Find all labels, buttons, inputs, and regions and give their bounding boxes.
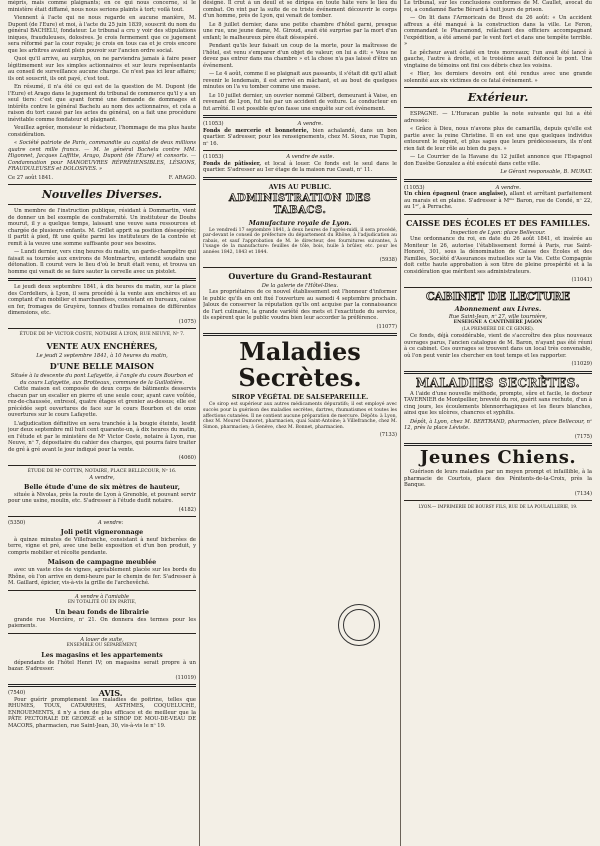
- ad-kind: A vendre de suite.: [286, 154, 335, 160]
- letter-signoff: [8, 175, 196, 182]
- ad-ref: (11053): [203, 154, 224, 160]
- exterior-paragraph: ESPAGNE. — L'Huracan publie la note suivante qui lui a été adressée:: [404, 111, 592, 124]
- article-paragraph: mépris, mais comme plaignants; en ce qui nous concerne, si le ministère était diffamé, nous nous serions plaints à tort; voilà tout.: [8, 0, 196, 13]
- restaurant-subtitle: De la galerie de l'Hôtel-Dieu.: [261, 282, 339, 289]
- ad-headline: Joli petit vigneronnage: [60, 527, 144, 536]
- column-divider: [400, 0, 401, 846]
- separator: [8, 684, 196, 687]
- ad-header: [8, 520, 196, 527]
- ad-ref: (7133): [379, 432, 397, 439]
- separator: [203, 115, 397, 118]
- separator: [8, 633, 196, 634]
- caisse-subtitle: Inspection de Lyon: place Bellecour.: [450, 229, 546, 236]
- ad-ref: (11041): [571, 277, 592, 283]
- ad-kind: A vendre,: [89, 475, 115, 481]
- manufacture-title: Manufacture royale de Lyon.: [248, 218, 352, 227]
- separator: [8, 204, 196, 205]
- admin-title: ADMINISTRATION DES TABACS.: [228, 192, 372, 216]
- chiens-title: Jeunes Chiens.: [419, 447, 577, 468]
- article-paragraph: Le pêcheur avait éclaté en trois morceaux; l'un avait été lancé à gauche, l'autre à droite, et le troisième avait défoncé le pont. Une vingtaine de témoins ont fini ces débris chez les voisins.: [404, 49, 592, 69]
- separator: [404, 87, 592, 88]
- column-left: [8, 0, 196, 731]
- news-paragraph: Un membre de l'instruction publique, résidant à Dommartin, vient de donner un bel exemple de confraternité. Un instituteur de Doubs mourut, il y a quelque temps, laissant une veuve sans ressources et chargée de plusieurs enfants. M. Grillet apprit sa position désespérée; il partit à pied, fit une quête parmi les instituteurs de la contrée et remit à la veuve une somme suffisante pour ses besoins.: [8, 208, 196, 247]
- article-paragraph: Le 10 juillet dernier, un ouvrier nommé Gilbert, demeurant à Vaise, en revenant de Lyon, fut tué par un accident de voiture. Le conducteur en fut arrêté. Il est possible qu'on fasse une enquête sur cet événement.: [203, 92, 397, 112]
- article-paragraph: Veuillez agréer, monsieur le rédacteur, l'hommage de ma plus haute considération.: [8, 125, 196, 138]
- ad-ref: (11077): [376, 323, 397, 330]
- separator: [404, 287, 592, 288]
- ad-headline: Fonds de mercerie et bonneterie,: [203, 127, 309, 134]
- separator: [404, 214, 592, 215]
- separator: [203, 150, 397, 151]
- news-heading: Nouvelles Diverses.: [41, 188, 163, 201]
- article-paragraph: En résumé, il n'a été ce qui est de la question de M. Dupont (de l'Eure) et Arago dans le jugement du tribunal de commerce qu'il y a un seul tiers: c'est que ayant formé une demande de dommages et intérêts contre le général Bachelu au nom des actionnaires, et cela a raison du tort causé par les actes du général, on a fait une procédure inévitable comme fondateur et plaignant.: [8, 84, 196, 123]
- article-paragraph: désigné. Il crut à un deuil et se dirigea en toute hâte vers le lieu du combat. On vint par la suite de ce triste événement découvrir le corps d'un homme, près de Lyon, qui venait de tomber.: [203, 0, 397, 19]
- ad-body: dépendants de l'hôtel Henri IV; on magasins serait propre à un bazar. S'adresser.: [8, 659, 196, 672]
- article-paragraph: Le tribunal, sur les conclusions conformes de M. Caullet, avocat du roi, a condamné Barbe Bérard à huit jours de prison.: [404, 0, 592, 13]
- office-line: ÉTUDE DE Mᵉ VICTOR COSTE, NOTAIRE À LYON, RUE NEUVE, Nᵒ 7.: [19, 332, 185, 337]
- maladies-depot: Dépôt, à Lyon, chez M. BERTRAND, pharmacien, place Bellecour, nᵒ 12, près la place Léviste.: [404, 418, 592, 431]
- separator: [8, 465, 196, 466]
- ad-ref: (11053): [404, 184, 425, 191]
- cabinet-subtitle: Abonnement aux Livres.: [454, 304, 542, 313]
- cabinet-title: CABINET DE LECTURE: [425, 289, 571, 303]
- subscription-title: « Société patriote de Paris, commandite au capital de deux millions quatre cent mille francs. — M. le général Bachelu contre MM. Higonnet, Jacques Laffitte, Arago, Dupont (de l'Eure) et consorts. — Condamnation pour MANOEUVRES RÉPRÉHENSIBLES, LÉSIONS, FRAUDULEUSES et DOLOSIVES. »: [8, 140, 196, 172]
- ad-ref: (7134): [574, 490, 592, 497]
- ad-body: grande rue Mercière, nᵒ 21. On donnera des termes pour les paiements.: [8, 616, 196, 629]
- ad-headline: Un beau fonds de librairie: [55, 607, 149, 616]
- ad-ref: (11053): [203, 121, 224, 127]
- ad-ref: (5938): [379, 257, 397, 264]
- ad-headline: Maison de campagne meublée: [47, 558, 157, 566]
- ad-ref: (11029): [571, 361, 592, 367]
- article-paragraph: — On lit dans l'Armoricain de Brest du 26 août: « Un accident affreux a été manqué à la construction dans la ville. Le Feron, commandant le Pharamond, relâchant des officiers accompagnant l'expédition, a été amené par le vent fort et dans une tempête terrible. »: [404, 15, 592, 47]
- news-paragraph: — Lundi dernier, vers cinq heures du matin, un garde-champêtre qui faisait sa tournée aux environs de Montmartre, entendit soudain une détonation. Il courut vers le lieu d'où le bruit était venu, et trouva un homme qui venait de se faire sauter la cervelle avec un pistolet.: [8, 249, 196, 275]
- separator: [8, 278, 196, 281]
- ad-ref: (7540): [8, 690, 26, 696]
- article-paragraph: Pendant qu'ils leur faisait un coup de la morte, pour la maîtresse de l'hôtel, est venu s'emparer d'un objet de valeur; on lui a dit: « Vous ne devez pas entrer dans ma chambre » et la chose n'a pas laissé d'être un événement.: [203, 43, 397, 69]
- printer-imprint: LYON.— IMPRIMERIE DE BOURSY FILS, RUE DE LA POULAILLERIE, 19.: [418, 504, 578, 509]
- notice-title: AVIS AU PUBLIC.: [268, 182, 332, 191]
- ad-body: bien achalandé, dans un bon quartier. S'adresser, pour les renseignements, chez M. Sioux, rue Tupin, nᵒ 16.: [203, 127, 397, 147]
- ad-body: et local à louer. Ce fonds est le seul dans le quartier. S'adresser au 1er étage de la maison rue Casati, nᵒ 11.: [203, 160, 397, 173]
- article-paragraph: — Le 4 août, comme il se plaignait aux passants, il s'était dit qu'il allait revenir le lendemain, il est arrivé en mâchant, et au bout de quelques minutes on l'a vu tomber comme une masse.: [203, 71, 397, 90]
- ad-kind: A vendre.: [297, 121, 323, 127]
- separator: [404, 179, 592, 182]
- ad-ref: (7175): [574, 433, 592, 440]
- ad-ref: (4060): [178, 455, 196, 461]
- chiens-body: Guérison de leurs maladies par un moyen prompt et infaillible, à la pharmacie de Courtois, place des Pénitents-de-la-Croix, près la Banque.: [404, 469, 592, 488]
- ad-subkind: ENSEMBLE OU SÉPARÉMENT,: [66, 643, 138, 648]
- separator: [8, 328, 196, 329]
- separator: [404, 443, 592, 446]
- ad-kind: A vendre.: [495, 184, 521, 191]
- maladies-title: Maladies Secrètes.: [238, 337, 362, 393]
- sirop-title: SIROP VÉGÉTAL DE SALSEPAREILLE.: [231, 393, 369, 402]
- separator: [8, 590, 196, 591]
- caisse-title: CAISSE DES ÉCOLES ET DES FAMILLES.: [406, 217, 590, 228]
- ad-body: à quinze minutes de Villefranche, consistant à neuf bicherées de terre, vigne et pré, avec une belle exposition et d'un bon produit, y compris mobilier et récolte pendante.: [8, 536, 196, 556]
- cabinet-address: Rue Saint-Jean, nᵒ 27, ville tournière,: [448, 313, 548, 320]
- ad-kind: A vendre:: [97, 520, 124, 526]
- restaurant-title: Ouverture du Grand-Restaurant: [228, 270, 372, 281]
- sirop-body: Ce sirop est supérieur aux autres médicaments dépuratifs; il est employé avec succès pour la guérison des maladies secrètes, dartres, rhumatismes et toutes les affections cutanées. Il ne contient aucune préparation de mercure. Dépôts: à Lyon, chez M. Mouret Dumoret, pharmacien, quai Saint-Antoine; à Villefranche, chez M. Simon, pharmacien; à Genève, chez M. Bonnet, pharmacien.: [203, 402, 397, 430]
- auction-house-title: D'UNE BELLE MAISON: [49, 361, 155, 371]
- column-divider: [199, 0, 200, 846]
- article-paragraph: Quoi qu'il arrive, au surplus, on ne parviendra jamais à faire peser légitimement sur les simples actionnaires et sur leurs représentants au conseil de surveillance aucune charge. Ce n'est pas ici leur affaire; ils ont souscrit, ils ont payé, c'est tout.: [8, 56, 196, 82]
- ad-headline: Fonds de pâtissier,: [203, 160, 262, 167]
- ad-headline: Un chien épagneul (race anglaise),: [404, 191, 508, 197]
- auction-intro: Le jeudi deux septembre 1841, à dix heures du matin, sur la place des Cordeliers, à Lyon, il sera procédé à la vente aux enchères et au comptant d'un mobilier et marchandises, consistant en bureaux, caisse en fer, fromages de Gruyère, tonnes d'huiles romaines de différentes dimensions, etc.: [8, 284, 196, 316]
- separator: [404, 500, 592, 501]
- auction-location: Située à la descente du pont Lafayette, à l'angle du cours Bourbon et du cours Lafayette, aux Brotteaux, commune de la Guillotière.: [10, 373, 194, 386]
- letter-signer: F. ARAGO.: [168, 174, 196, 181]
- ad-body: Pour guérir promptement les maladies de poitrine, telles que RHUMES, TOUX, CATARRHES, ASTHMES, COQUELUCHE, ENROUEMENTS, il n'y a rien de plus efficace et de meilleur que la PÂTE PECTORALE DE GEORGÉ et le SIROP DE MOU-DE-VEAU DE MACORS, pharmacien, rue Saint-Jean, 30, vis-à-vis le nᵒ 19.: [8, 696, 196, 729]
- ad-headline: Belle étude d'une de six mètres de hauteur,: [24, 482, 180, 491]
- ad-body: située à Nivolas, près la route de Lyon à Grenoble, et pouvant servir pour une usine, moulin, etc. S'adresser à l'étude dudit notaire.: [8, 491, 196, 504]
- ad-headline: Les magasins et les appartements: [41, 650, 163, 659]
- article-paragraph: Le 8 juillet dernier, dans une petite chambre d'hôtel garni, presque une rue, une jeune dame, M. Giroud, avait été surprise par la mort d'un enfant; le malheureux père était désespéré.: [203, 21, 397, 41]
- separator: [8, 184, 196, 185]
- ad-title: AVIS.: [98, 688, 123, 698]
- ad-ref: (11019): [175, 674, 196, 681]
- caisse-body: Une ordonnance du roi, en date du 26 août 1841, et insérée au Moniteur le 26, autorise l'établissement formé à Paris, rue Saint-Honoré, 301, sous la dénomination de Caisse des Écoles et des Familles, Société d'Assurances mutuelles sur la Vie. Cette Compagnie doit cette haute approbation à son titre de pleine prospérité et à la considération que méritent ses administrateurs.: [404, 236, 592, 275]
- ad-ref: (1075): [178, 318, 196, 325]
- column-middle: [203, 0, 397, 439]
- maladies-title: MALADIES SECRÈTES.: [415, 375, 581, 390]
- office-line: ÉTUDE DE Mᵉ COTTIN, NOTAIRE, PLACE BELLECOUR, Nᵒ 16.: [27, 468, 177, 474]
- official-stamp: [338, 604, 380, 646]
- ad-subkind: EN TOTALITÉ OU EN PARTIE,: [67, 600, 137, 605]
- ad-ref: (5350): [8, 520, 26, 526]
- exterior-paragraph: — Le Courrier de la Havane du 12 juillet annonce que l'Espagnol don Eusèbe Gonzalez a été exécuté dans cette ville.: [404, 154, 592, 167]
- separator: [404, 371, 592, 374]
- ad-body: allant et arrêtant parfaitement au marais et en plaine. S'adresser à Mᵐᵉ Baron, rue de Condé, nᵒ 22, au 1ᵉʳ, à Perrache.: [404, 191, 592, 210]
- separator: [8, 516, 196, 517]
- auction-date: Le jeudi 2 septembre 1841, à 10 heures du matin,: [36, 352, 168, 359]
- admin-body: Le vendredi 17 septembre 1841, à deux heures de l'après-midi, il sera procédé, par-devant le conseil de préfecture du département du Rhône, à l'adjudication au rabais, et sauf l'approbation de M. le directeur, des fournitures suivantes, à l'usage de la manufacture: feuilles de tôle, bois, huile à brûler, etc. pour les années 1842, 1843 et 1844.: [203, 227, 397, 255]
- separator: [404, 107, 592, 108]
- separator: [203, 177, 397, 180]
- ad-kind: A vendre à l'amiable: [75, 593, 129, 600]
- ad-body: avec un vaste clos de vignes, agréablement placée sur les bords du Rhône, où l'on arrive en demi-heure par le chemin de fer. S'adresser à M. Gaillard, épicier, vis-à-vis la grille de l'archevêché.: [8, 567, 196, 586]
- auction-body: Cette maison est composée de deux corps de bâtiments desservis chacun par un escalier en pierre et une seule cour, ayant cave voûtée, rez-de-chaussée, entresol, quatre étages et grenier au-dessus; elle est précédée sept ouvertures de face sur le cours Bourbon et de onze ouvertures sur le cours Lafayette.: [8, 386, 196, 418]
- restaurant-body: Les propriétaires de ce nouvel établissement ont l'honneur d'informer le public qu'ils en ont fixé l'ouverture au samedi 4 septembre prochain. Jaloux de conserver la réputation qu'ils ont acquise par la connaissance de l'art culinaire, la grande variété des mets et l'exactitude du service, ils espèrent que le public voudra bien leur accorder la préférence.: [203, 289, 397, 322]
- auction-body: L'adjudication définitive en sera tranchée à la bougie éteinte, lesdit jour deux septembre mil huit cent quarante-un, à dix heures du matin, en l'étude et par le ministère de Mᵉ Victor Coste, notaire à Lyon, rue Neuve, nᵒ 7, dépositaire du cahier des charges, qui pourra faire traiter de gré à gré avant le jour indiqué pour la vente.: [8, 420, 196, 453]
- ad-kind: A louer de suite,: [80, 636, 124, 643]
- letter-date: Ce 27 août 1841.: [8, 174, 54, 181]
- exterior-heading: Extérieur.: [467, 91, 529, 104]
- article-paragraph: Viennent à l'acte qui ne nous regarde en aucune manière, M. Dupont (de l'Eure) et moi, à l'acte du 25 juin 1839, souscrit du nom du général BACHELU, fondateur. Le tribunal a cru y voir des stipulations iniques, frauduleuses, dolosives. Je crois fermement que ce jugement sera réformé par la cour royale; je crois en tous cas et je crois encore que les arbitres avaient plein pouvoir sur l'ancien ordre social.: [8, 15, 196, 54]
- cabinet-sign: ENSEIGNE A CANTINIÈRE JAGON: [453, 320, 543, 325]
- ad-ref: (4182): [178, 506, 196, 513]
- separator: [203, 267, 397, 268]
- cabinet-body: Ce fonds, déjà considérable, vient de s'accroître des plus nouveaux ouvrages parus, l'ancien catalogue de M. Baron, n'ayant pas été réuni à ce cabinet. Ces ouvrages se trouvent dans un local très convenable, où l'on peut venir les chercher en tout temps et les rapporter.: [404, 333, 592, 359]
- exterior-paragraph: « Grâce à Dieu, nous n'avons plus de camarilla, depuis qu'elle est partie avec la reine Christine. Il en est une que quelques individus entourent le régent, et plus sages que leurs prédécesseurs, ils n'ont rien fait de leur rôle au bien du pays. »: [404, 126, 592, 152]
- auction-title: VENTE AUX ENCHÈRES,: [46, 340, 158, 351]
- separator: [203, 333, 397, 336]
- gerant-signature: Le Gérant responsable, B. MURAT.: [500, 169, 592, 175]
- cabinet-sign-note: (LA PREMIÈRE DE CE GENRE).: [461, 326, 535, 332]
- article-paragraph: « Hier, les derniers devoirs ont été rendus avec une grande solennité aux six victimes de ce fatal événement. »: [404, 71, 592, 84]
- column-right: [404, 0, 592, 511]
- maladies-body: A l'aide d'une nouvelle méthode, prompte, sûre et facile, le docteur TAVERNIER de Montpellier, breveté du roi, guérit sans rechute, d'un à cinq jours, les écoulements blennorrhagiques et les fleurs blanches, ainsi que les ulcères, chancres et syphilis.: [404, 390, 592, 416]
